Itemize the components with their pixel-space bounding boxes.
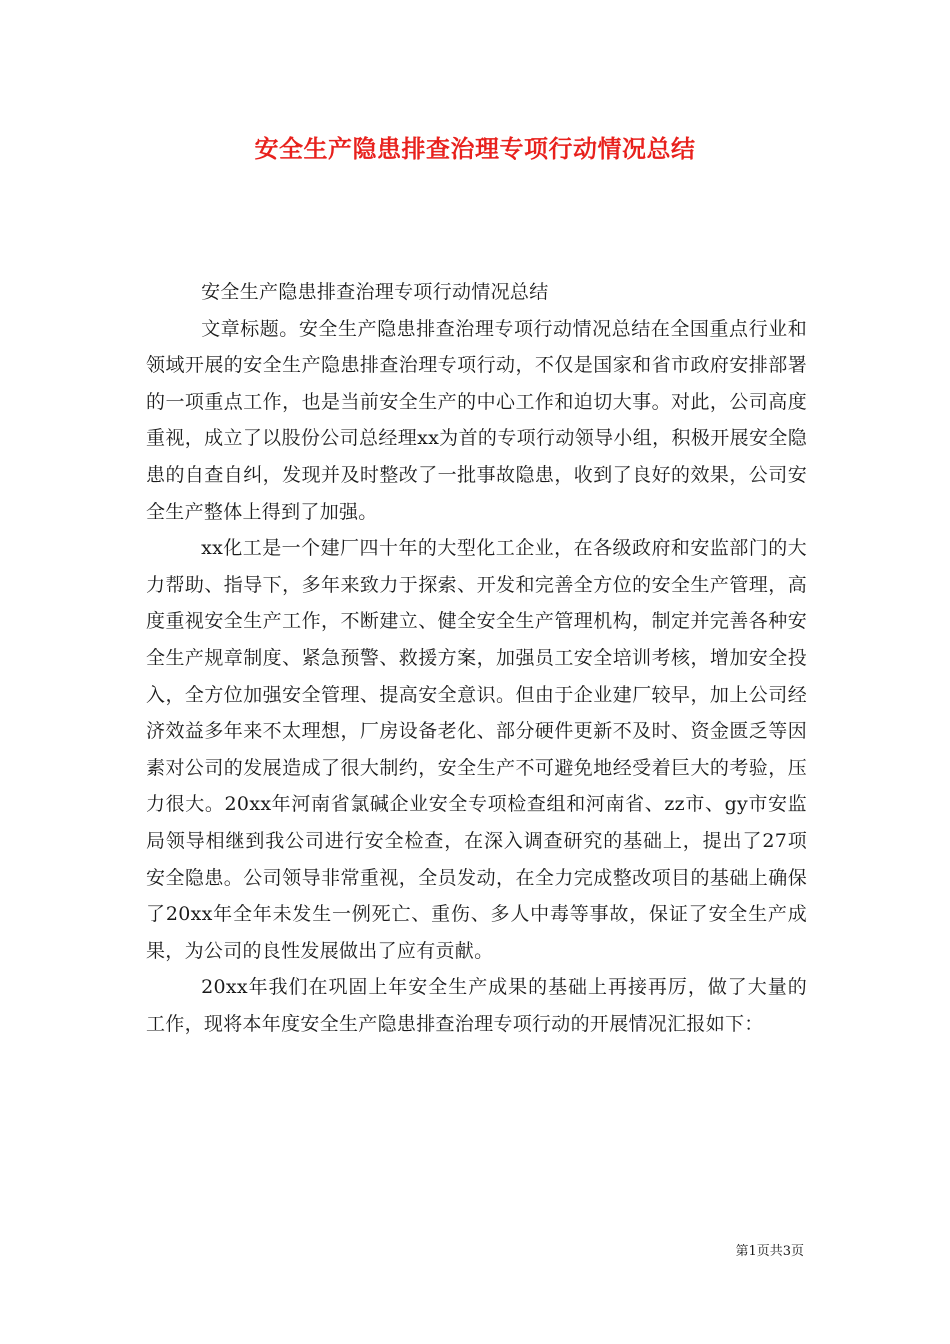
paragraph-report-lead: 20xx年我们在巩固上年安全生产成果的基础上再接再厉，做了大量的工作，现将本年度安全生产隐患排查治理专项行动的开展情况汇报如下： [146,976,807,1035]
page-number: 第1页共3页 [735,1244,804,1259]
document-body [146,274,807,1042]
document-title: 安全生产隐患排查治理专项行动情况总结 [254,134,696,163]
paragraph-intro: 文章标题。安全生产隐患排查治理专项行动情况总结在全国重点行业和领域开展的安全生产隐患排查治理专项行动，不仅是国家和省市政府安排部署的一项重点工作，也是当前安全生产的中心工作和迫切大事。对此，公司高度重视，成立了以股份公司总经理xx为首的专项行动领导小组，积极开展安全隐患的自查自纠，发现并及时整改了一批事故隐患，收到了良好的效果，公司安全生产整体上得到了加强。 [146,317,807,523]
paragraph-subtitle: 安全生产隐患排查治理专项行动情况总结 [201,281,549,303]
paragraph-company-background: xx化工是一个建厂四十年的大型化工企业，在各级政府和安监部门的大力帮助、指导下，多年来致力于探索、开发和完善全方位的安全生产管理，高度重视安全生产工作，不断建立、健全安全生产管理机构，制定并完善各种安全生产规章制度、紧急预警、救援方案，加强员工安全培训考核，增加安全投入，全方位加强安全管理、提高安全意识。但由于企业建厂较早，加上公司经济效益多年来不太理想，厂房设备老化、部分硬件更新不及时、资金匮乏等因素对公司的发展造成了很大制约，安全生产不可避免地经受着巨大的考验，压力很大。20xx年河南省氯碱企业安全专项检查组和河南省、zz市、gy市安监局领导相继到我公司进行安全检查，在深入调查研究的基础上，提出了27项安全隐患。公司领导非常重视，全员发动，在全力完成整改项目的基础上确保了20xx年全年未发生一例死亡、重伤、多人中毒等事故，保证了安全生产成果，为公司的良性发展做出了应有贡献。 [146,537,807,962]
